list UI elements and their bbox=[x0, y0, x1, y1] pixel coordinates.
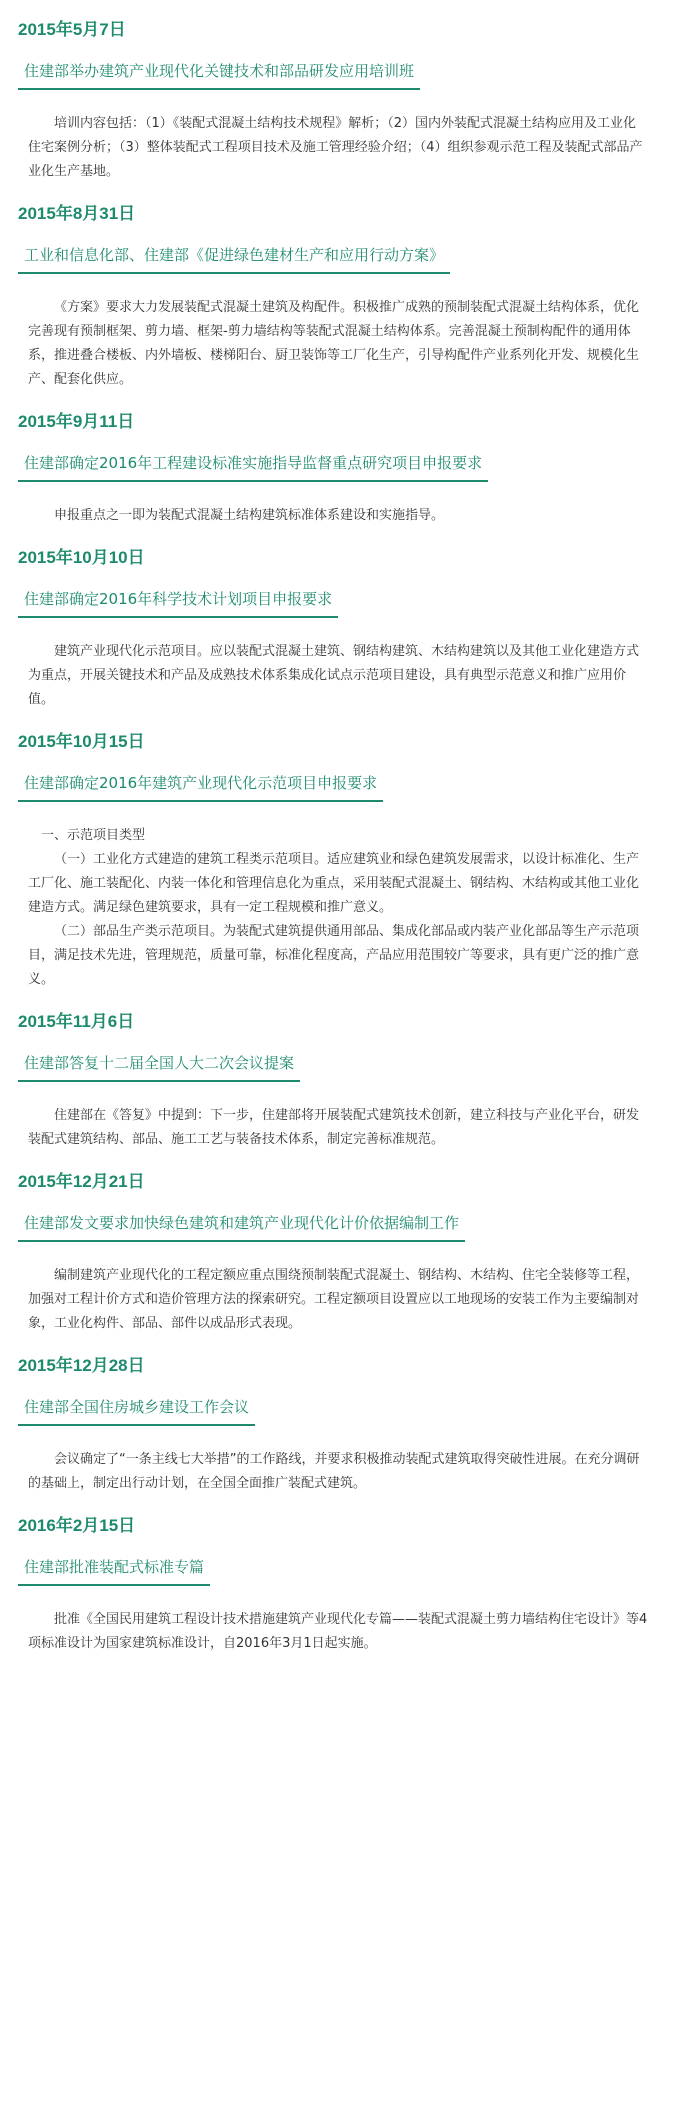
entry-title: 住建部全国住房城乡建设工作会议 bbox=[24, 1398, 250, 1416]
entry-title-underline bbox=[18, 244, 450, 274]
entry-title-underline bbox=[18, 588, 338, 618]
entry-body bbox=[0, 802, 673, 992]
entry-body bbox=[0, 618, 673, 712]
entry-title: 住建部发文要求加快绿色建筑和建筑产业现代化计价依据编制工作 bbox=[24, 1214, 460, 1232]
timeline-entry bbox=[0, 528, 673, 712]
entry-paragraph: 住建部在《答复》中提到：下一步，住建部将开展装配式建筑技术创新，建立科技与产业化平台，研发装配式建筑结构、部品、施工工艺与装备技术体系，制定完善标准规范。 bbox=[28, 1108, 640, 1147]
entry-title-underline bbox=[18, 1212, 465, 1242]
entry-paragraph: 申报重点之一即为装配式混凝土结构建筑标准体系建设和实施指导。 bbox=[54, 508, 445, 523]
entry-paragraph: 建筑产业现代化示范项目。应以装配式混凝土建筑、钢结构建筑、木结构建筑以及其他工业化建造方式为重点，开展关键技术和产品及成熟技术体系集成化试点示范项目建设，具有典型示范意义和推广应用价值。 bbox=[28, 644, 640, 707]
timeline-entry bbox=[0, 392, 673, 528]
entry-title: 住建部批准装配式标准专篇 bbox=[24, 1558, 205, 1576]
entry-paragraph: （二）部品生产类示范项目。为装配式建筑提供通用部品、集成化部品或内装产业化部品等生产示范项目，满足技术先进，管理规范，质量可靠，标准化程度高，产品应用范围较广等要求，具有更广泛的推广意义。 bbox=[28, 924, 640, 987]
entry-title: 住建部确定2016年科学技术计划项目申报要求 bbox=[24, 590, 333, 608]
entry-date: 2016年2月15日 bbox=[18, 1516, 136, 1535]
timeline-entry bbox=[0, 0, 673, 184]
entry-title-underline bbox=[18, 772, 383, 802]
entry-title-underline bbox=[18, 1396, 255, 1426]
entry-paragraph: 批准《全国民用建筑工程设计技术措施建筑产业现代化专篇——装配式混凝土剪力墙结构住宅设计》等4项标准设计为国家建筑标准设计，自2016年3月1日起实施。 bbox=[28, 1612, 648, 1651]
entry-title: 工业和信息化部、住建部《促进绿色建材生产和应用行动方案》 bbox=[24, 246, 445, 264]
entry-body bbox=[0, 1586, 673, 1656]
entry-date: 2015年12月28日 bbox=[18, 1356, 145, 1375]
entry-date: 2015年10月10日 bbox=[18, 548, 145, 567]
timeline-entry bbox=[0, 712, 673, 992]
entry-title-underline bbox=[18, 1556, 210, 1586]
timeline-entry bbox=[0, 992, 673, 1152]
entry-title-underline bbox=[18, 1052, 300, 1082]
timeline-entry bbox=[0, 1336, 673, 1496]
entry-title-underline bbox=[18, 60, 420, 90]
entry-title: 住建部确定2016年工程建设标准实施指导监督重点研究项目申报要求 bbox=[24, 454, 483, 472]
timeline-entry bbox=[0, 1152, 673, 1336]
entry-date: 2015年12月21日 bbox=[18, 1172, 145, 1191]
timeline-entry bbox=[0, 1496, 673, 1656]
entry-paragraph: 《方案》要求大力发展装配式混凝土建筑及构配件。积极推广成熟的预制装配式混凝土结构体系，优化完善现有预制框架、剪力墙、框架-剪力墙结构等装配式混凝土结构体系。完善混凝土预制构配件的通用体系，推进叠合楼板、内外墙板、楼梯阳台、厨卫装饰等工厂化生产，引导构配件产业系列化开发、规模化生产、配套化供应。 bbox=[28, 300, 640, 387]
entry-body bbox=[0, 1082, 673, 1152]
entry-paragraph: 一、示范项目类型 bbox=[41, 828, 146, 843]
entry-body bbox=[0, 90, 673, 184]
entry-paragraph: 编制建筑产业现代化的工程定额应重点围绕预制装配式混凝土、钢结构、木结构、住宅全装修等工程，加强对工程计价方式和造价管理方法的探索研究。工程定额项目设置应以工地现场的安装工作为主要编制对象，工业化构件、部品、部件以成品形式表现。 bbox=[28, 1268, 640, 1331]
entry-date: 2015年5月7日 bbox=[18, 20, 126, 39]
entry-paragraph: （一）工业化方式建造的建筑工程类示范项目。适应建筑业和绿色建筑发展需求，以设计标准化、生产工厂化、施工装配化、内装一体化和管理信息化为重点，采用装配式混凝土、钢结构、木结构或其他工业化建造方式。满足绿色建筑要求，具有一定工程规模和推广意义。 bbox=[28, 852, 640, 915]
entry-body bbox=[0, 1242, 673, 1336]
entry-date: 2015年10月15日 bbox=[18, 732, 145, 751]
entry-date: 2015年9月11日 bbox=[18, 412, 135, 431]
entry-paragraph: 会议确定了“一条主线七大举措”的工作路线，并要求积极推动装配式建筑取得突破性进展。在充分调研的基础上，制定出行动计划，在全国全面推广装配式建筑。 bbox=[28, 1452, 640, 1491]
entry-title-underline bbox=[18, 452, 488, 482]
entry-title: 住建部答复十二届全国人大二次会议提案 bbox=[24, 1054, 295, 1072]
entry-paragraph: 培训内容包括：（1）《装配式混凝土结构技术规程》解析；（2）国内外装配式混凝土结构应用及工业化住宅案例分析；（3）整体装配式工程项目技术及施工管理经验介绍；（4）组织参观示范工程及装配式部品产业化生产基地。 bbox=[28, 116, 643, 179]
entry-date: 2015年11月6日 bbox=[18, 1012, 135, 1031]
entry-body bbox=[0, 1426, 673, 1496]
entry-title: 住建部举办建筑产业现代化关键技术和部品研发应用培训班 bbox=[24, 62, 415, 80]
entry-date: 2015年8月31日 bbox=[18, 204, 136, 223]
entry-title: 住建部确定2016年建筑产业现代化示范项目申报要求 bbox=[24, 774, 378, 792]
entry-body bbox=[0, 482, 673, 528]
entry-body bbox=[0, 274, 673, 392]
timeline-entry bbox=[0, 184, 673, 392]
